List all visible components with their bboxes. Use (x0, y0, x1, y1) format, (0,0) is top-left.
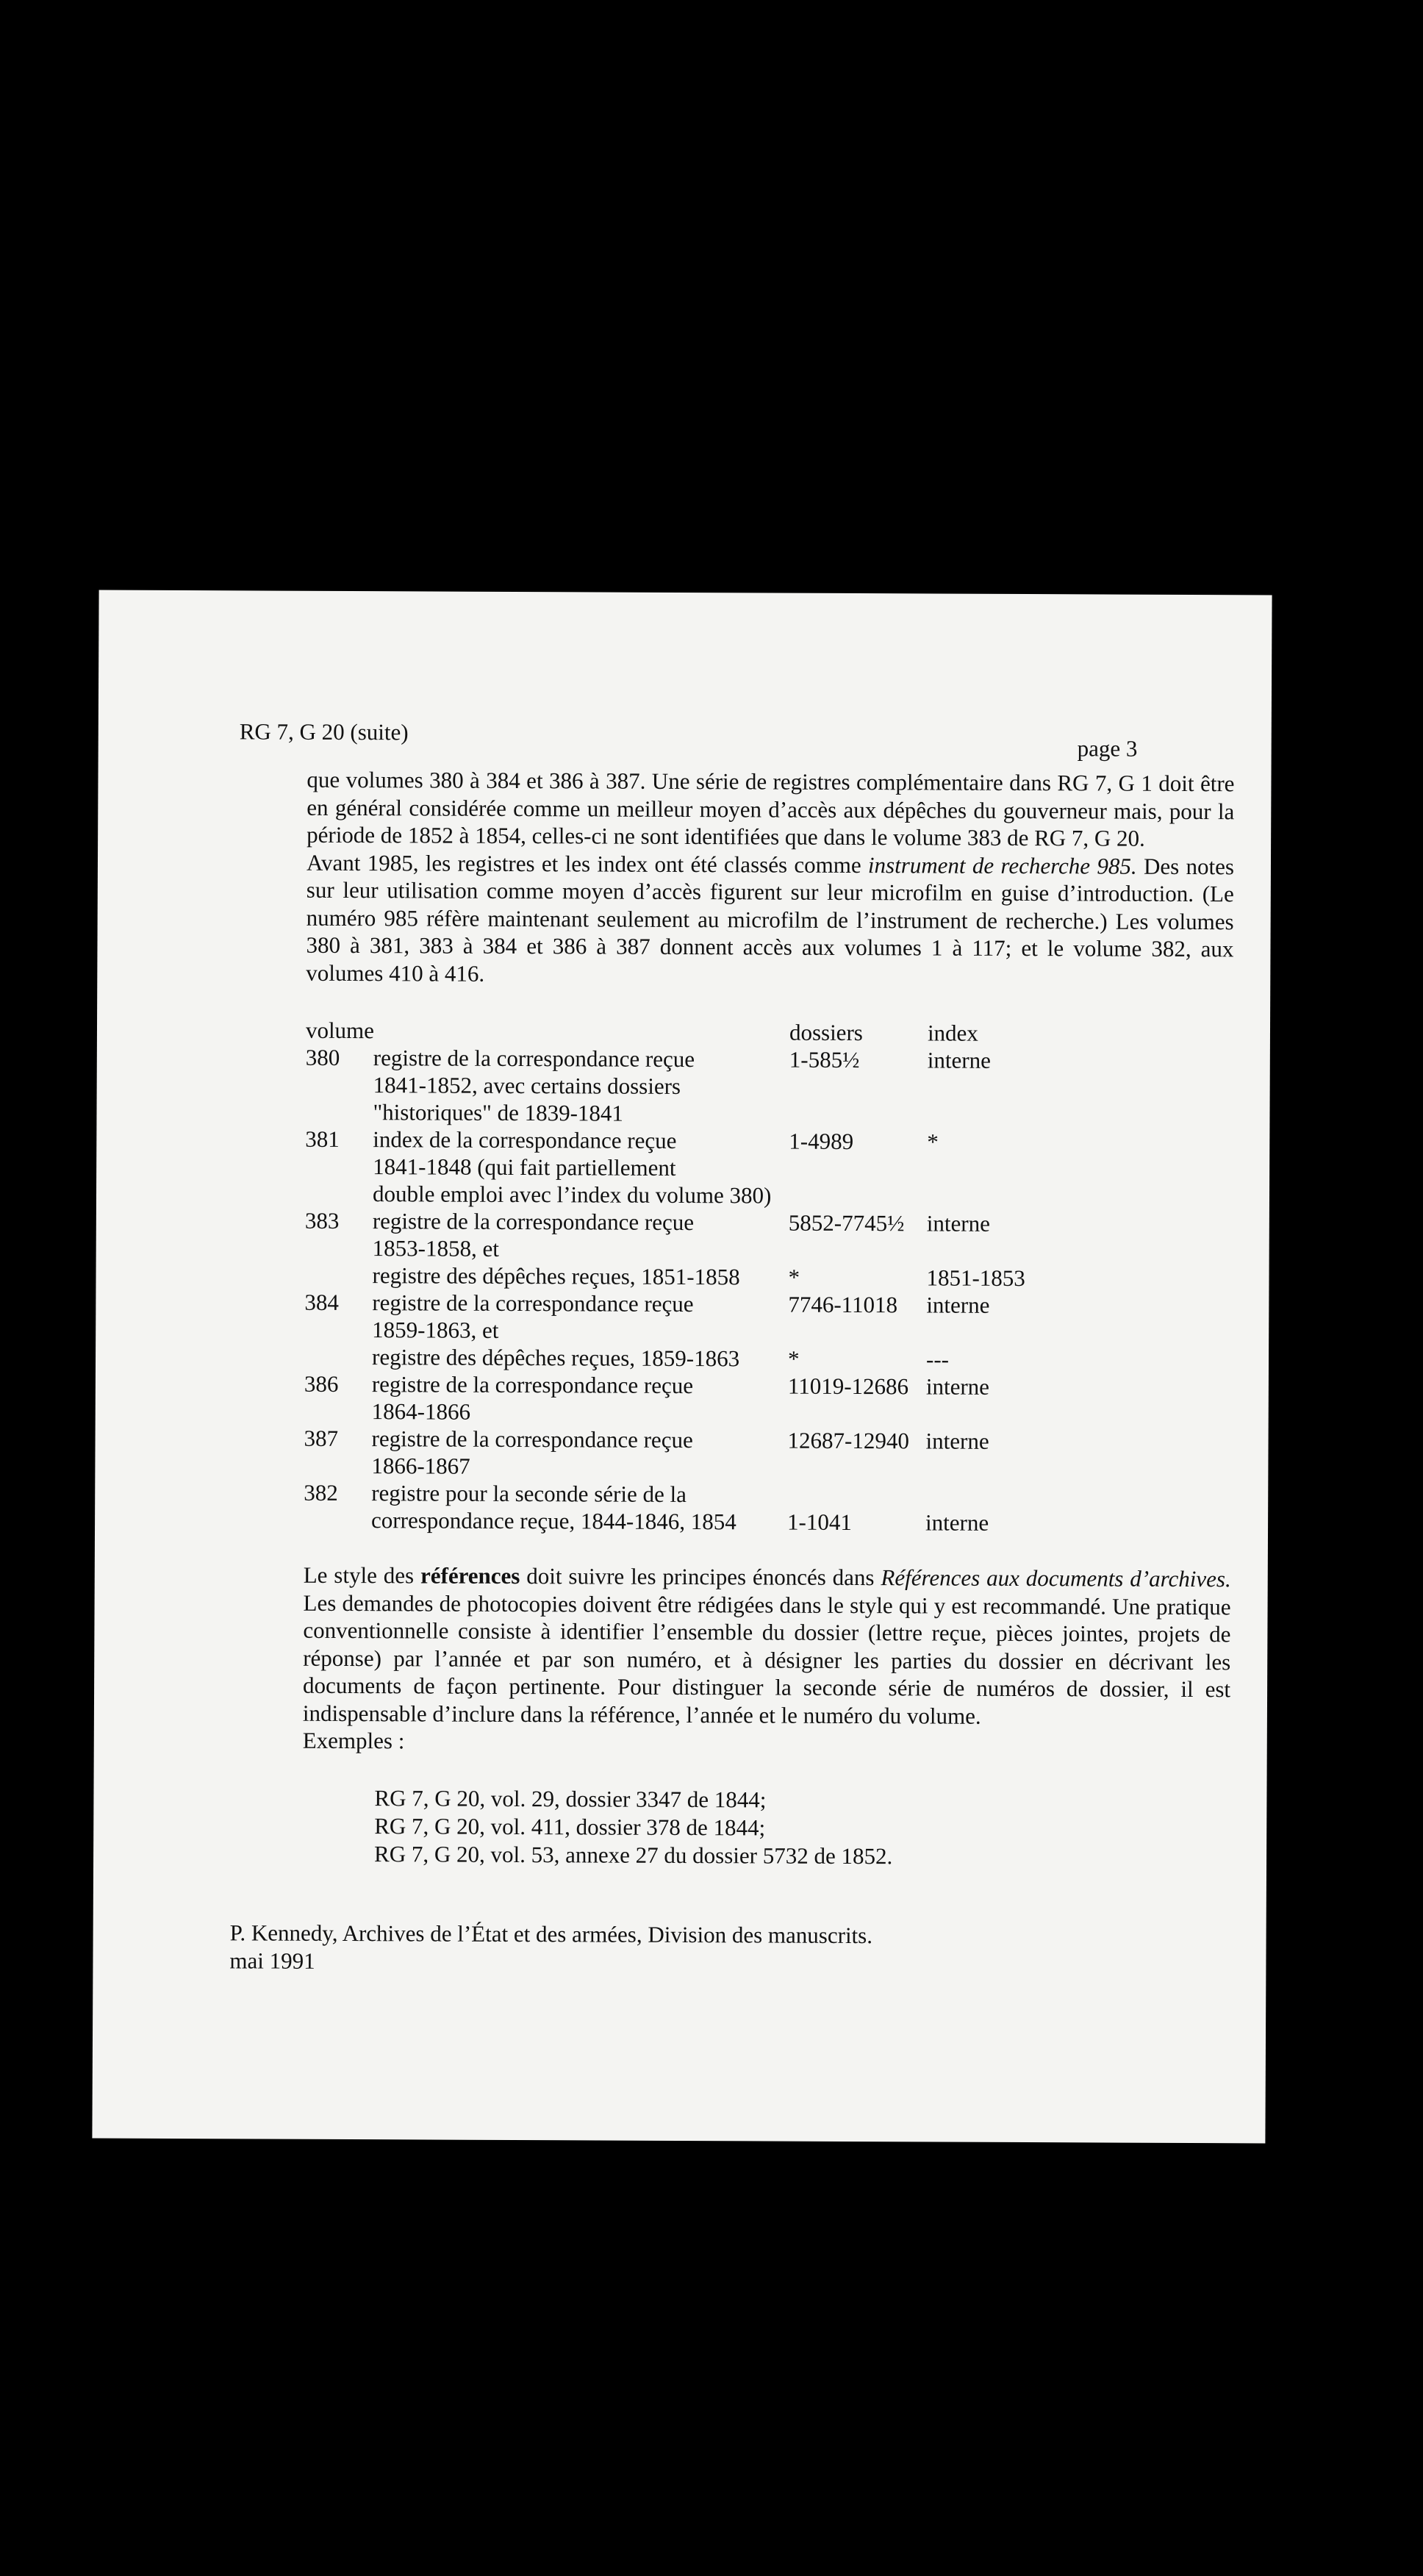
table-row (305, 1153, 1114, 1184)
table-row (304, 1371, 1113, 1402)
cell-description: 1866-1867 (371, 1453, 470, 1479)
table-row (304, 1289, 1113, 1320)
cell-index: interne (925, 1373, 990, 1400)
table-row (304, 1507, 1112, 1538)
examples-label: Exemples : (302, 1727, 405, 1754)
intro-paragraph-2: Avant 1985, les registres et les index ont été classés comme instrument de recherche 985. Des notes sur leur utilisation comme moyen d’accès figurent sur leur microfilm en guise d’introduction. (Le numéro 985 réfère maintenant seulement au microfilm de l’instrument de recherche.) Les volumes 380 à 381, 383 à 384 et 386 à 387 donnent accès aux volumes 1 à 117; et le volume 382, aux volumes 410 à 416. (306, 849, 1235, 987)
example-line: RG 7, G 20, vol. 411, dossier 378 de 1844; (374, 1813, 766, 1841)
cell-dossiers: 1-1041 (787, 1509, 852, 1536)
example-line: RG 7, G 20, vol. 53, annexe 27 du dossier 5732 de 1852. (374, 1841, 893, 1870)
table-row (304, 1398, 1113, 1429)
cell-description: registre de la correspondance reçue (373, 1045, 695, 1073)
intro-text (306, 766, 1234, 991)
col-header-dossiers: dossiers (789, 1019, 863, 1046)
header-title: RG 7, G 20 (suite) (239, 718, 409, 745)
cell-index: 1851-1853 (926, 1264, 1025, 1292)
cell-description: 1841-1852, avec certains dossiers (373, 1072, 681, 1099)
cell-index: interne (925, 1428, 989, 1454)
cell-dossiers: 12687-12940 (787, 1427, 909, 1454)
date-line: mai 1991 (229, 1947, 315, 1974)
document-page (92, 590, 1272, 2144)
finding-aid-title: instrument de recherche 985. (867, 851, 1137, 879)
cell-description: registre des dépêches reçues, 1851-1858 (372, 1262, 740, 1290)
cell-dossiers: 5852-7745½ (788, 1209, 905, 1237)
cell-description: 1853-1858, et (372, 1235, 499, 1262)
example-line: RG 7, G 20, vol. 29, dossier 3347 de 1844; (374, 1785, 767, 1813)
col-header-index: index (927, 1020, 978, 1046)
author-line: P. Kennedy, Archives de l’État et des armées, Division des manuscrits. (229, 1920, 873, 1949)
cell-index: interne (925, 1509, 989, 1536)
table-row (304, 1425, 1112, 1456)
cell-dossiers: * (787, 1345, 800, 1372)
table-row (305, 1099, 1114, 1130)
cell-description: registre de la correspondance reçue (372, 1289, 694, 1317)
cell-dossiers: * (788, 1264, 800, 1290)
cell-volume: 387 (304, 1425, 339, 1451)
references-paragraph: Le style des références doit suivre les principes énoncés dans Références aux documents d’archives. Les demandes de photocopies doivent être rédigées dans le style qui y est recommandé. Une pratique conventionnelle consiste à identifier l’ensemble du dossier (lettre reçue, pièces jointes, projets de réponse) par l’année et par son numéro, et à désigner les parties du dossier en décrivant les documents de façon pertinente. Pour distinguer la seconde série de numéros de dossier, il est indispensable d’inclure dans la référence, l’année et le numéro du volume. Exemples : (303, 1561, 1231, 1759)
cell-description: correspondance reçue, 1844-1846, 1854 (371, 1507, 736, 1535)
cell-index: --- (925, 1346, 950, 1373)
cell-volume: 384 (304, 1289, 339, 1315)
cell-description: 1841-1848 (qui fait partiellement (373, 1153, 676, 1181)
table-header (306, 1017, 1114, 1048)
table-row (304, 1344, 1113, 1375)
cell-dossiers: 1-4989 (789, 1128, 854, 1155)
table-row (304, 1317, 1113, 1348)
cell-index: * (927, 1128, 939, 1155)
cell-volume: 381 (305, 1126, 340, 1152)
cell-description: index de la correspondance reçue (373, 1126, 677, 1153)
table-row (305, 1208, 1114, 1239)
cell-dossiers: 11019-12686 (787, 1373, 909, 1400)
cell-description: double emploi avec l’index du volume 380) (372, 1181, 772, 1209)
references-guide-title: Références aux documents d’archives. (881, 1564, 1231, 1592)
cell-description: registre de la correspondance reçue (372, 1208, 695, 1236)
cell-volume: 383 (304, 1207, 340, 1234)
cell-index: interne (927, 1047, 991, 1073)
page-number: page 3 (1077, 735, 1138, 762)
cell-volume: 380 (305, 1044, 340, 1070)
table-row (306, 1045, 1114, 1076)
table-row (304, 1453, 1112, 1484)
cell-volume: 382 (304, 1479, 338, 1506)
table-row (305, 1126, 1114, 1157)
intro-paragraph-1: que volumes 380 à 384 et 386 à 387. Une série de registres complémentaire dans RG 7, G 1 doit être en général considérée comme un meilleur moyen d’accès aux dépêches du gouverneur mais, pour la période de 1852 à 1854, celles-ci ne sont identifiées que dans le volume 383 de RG 7, G 20. (307, 766, 1235, 851)
cell-description: registre de la correspondance reçue (371, 1371, 694, 1399)
cell-dossiers: 1-585½ (789, 1046, 860, 1073)
cell-description: "historiques" de 1839-1841 (373, 1099, 624, 1126)
cell-description: registre pour la seconde série de la (371, 1480, 687, 1508)
cell-index: interne (926, 1292, 990, 1318)
cell-dossiers: 7746-11018 (788, 1291, 898, 1318)
table-row (304, 1480, 1112, 1511)
volume-table (304, 1017, 1114, 1536)
cell-index: interne (926, 1210, 991, 1237)
table-row (305, 1235, 1114, 1266)
cell-description: 1864-1866 (371, 1398, 471, 1425)
cell-volume: 386 (304, 1370, 339, 1397)
cell-description: registre de la correspondance reçue (371, 1425, 693, 1453)
col-header-volume: volume (305, 1017, 375, 1044)
cell-description: 1859-1863, et (372, 1317, 499, 1343)
references-bold: références (420, 1562, 520, 1589)
table-row (306, 1072, 1114, 1103)
table-row (305, 1181, 1114, 1212)
table-row (304, 1262, 1113, 1293)
cell-description: registre des dépêches reçues, 1859-1863 (371, 1344, 740, 1372)
